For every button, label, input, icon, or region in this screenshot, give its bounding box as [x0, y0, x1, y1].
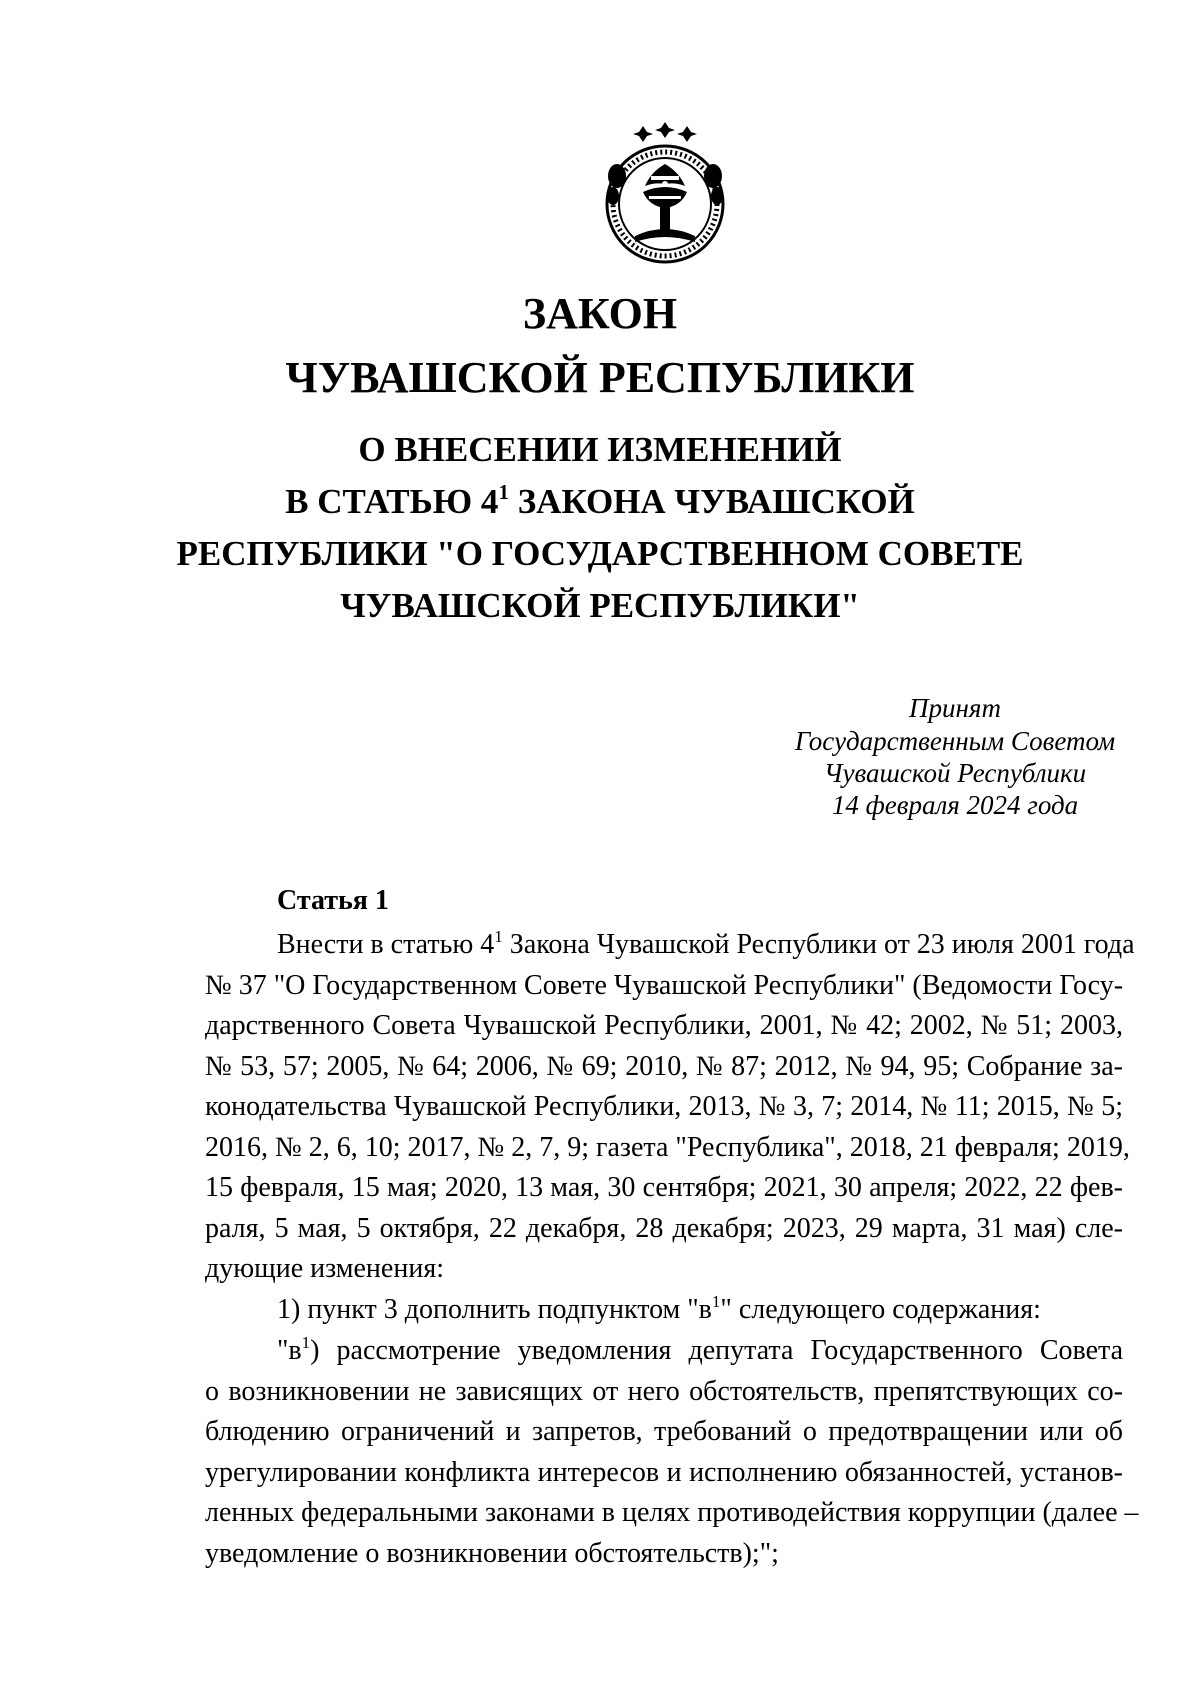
paragraph-3-line-6: уведомление о возникновении обстоятельств);"; — [205, 1538, 779, 1569]
paragraph-1-line-7: 15 февраля, 15 мая; 2020, 13 мая, 30 сентября; 2021, 30 апреля; 2022, 22 фев- — [205, 1172, 1123, 1203]
adoption-date: 14 февраля 2024 года — [831, 790, 1079, 820]
law-title-line-1: ЗАКОН — [522, 289, 678, 338]
law-subtitle-line-1: О ВНЕСЕНИИ ИЗМЕНЕНИЙ — [358, 430, 842, 469]
paragraph-1-line-8: раля, 5 мая, 5 октября, 22 декабря, 28 декабря; 2023, 29 марта, 31 мая) сле- — [205, 1213, 1123, 1244]
paragraph-3-line-1: "$в^1$) рассмотрение уведомления депутата Государственного Совета — [277, 1333, 1123, 1366]
law-subtitle-line-4: ЧУВАШСКОЙ РЕСПУБЛИКИ" — [340, 586, 860, 625]
paragraph-1-line-6: 2016, № 2, 6, 10; 2017, № 2, 7, 9; газета "Республика", 2018, 21 февраля; 2019, — [205, 1132, 1130, 1163]
adoption-line-2: Государственным Советом — [794, 726, 1116, 756]
superscript: 1 — [711, 1292, 721, 1311]
law-title-line-2: ЧУВАШСКОЙ РЕСПУБЛИКИ — [285, 353, 915, 402]
paragraph-3-line-2: о возникновении не зависящих от него обстоятельств, препятствующих со- — [205, 1376, 1123, 1407]
superscript: 1 — [498, 480, 509, 504]
paragraph-1-line-5: конодательства Чувашской Республики, 2013, № 3, 7; 2014, № 11; 2015, № 5; — [205, 1091, 1123, 1122]
article-heading: Статья 1 — [277, 885, 389, 916]
law-subtitle-line-3: РЕСПУБЛИКИ "О ГОСУДАРСТВЕННОМ СОВЕТЕ — [176, 534, 1024, 573]
coat-of-arms-emblem — [599, 118, 731, 265]
paragraph-3-line-5: ленных федеральными законами в целях противодействия коррупции (далее – — [205, 1497, 1139, 1528]
paragraph-2: 1) пункт 3 дополнить подпунктом "$в^1$" следующего содержания: — [277, 1292, 1041, 1325]
superscript: 1 — [301, 1333, 311, 1352]
superscript: 1 — [494, 927, 503, 946]
paragraph-1-line-9: дующие изменения: — [205, 1253, 444, 1284]
paragraph-1-line-2: № 37 "О Государственном Совете Чувашской Республики" (Ведомости Госу- — [205, 970, 1124, 1001]
paragraph-1-line-4: № 53, 57; 2005, № 64; 2006, № 69; 2010, № 87; 2012, № 94, 95; Собрание за- — [205, 1051, 1123, 1082]
paragraph-3-line-3: блюдению ограничений и запретов, требований о предотвращении или об — [205, 1416, 1123, 1447]
adoption-line-1: Принят — [909, 693, 1001, 723]
law-subtitle-line-2: В СТАТЬЮ $4^1$ ЗАКОНА ЧУВАШСКОЙ — [285, 480, 915, 521]
adoption-line-3: Чувашской Республики — [823, 758, 1087, 788]
paragraph-1-line-1: Внести в статью $4^1$ Закона Чувашской Республики от 23 июля 2001 года — [277, 927, 1135, 960]
paragraph-3-line-4: урегулировании конфликта интересов и исполнению обязанностей, установ- — [205, 1457, 1123, 1488]
paragraph-1-line-3: дарственного Совета Чувашской Республики, 2001, № 42; 2002, № 51; 2003, — [205, 1010, 1123, 1041]
